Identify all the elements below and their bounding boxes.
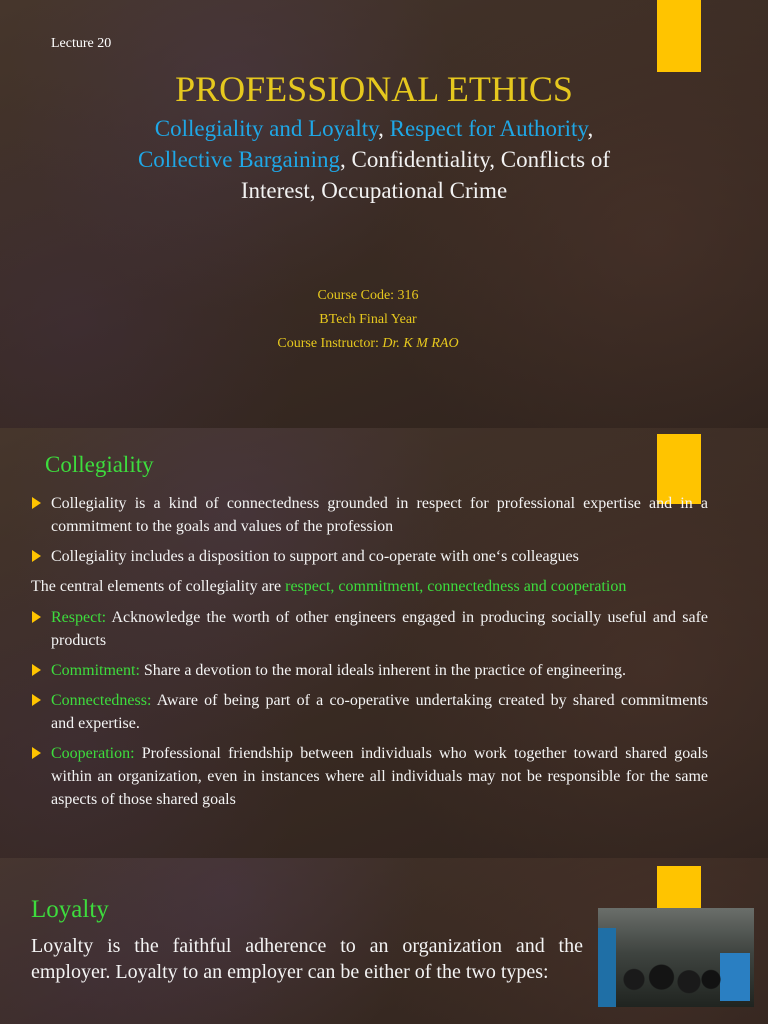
loyalty-text: Loyalty is the faithful adherence to an organization and the employer. Loyalty to an employer can be either of the two types: <box>31 935 583 983</box>
slide-title: PROFESSIONAL ETHICS <box>175 69 573 109</box>
loyalty-slide <box>0 858 768 1024</box>
element-text: Acknowledge the worth of other engineers engaged in producing socially useful and safe products <box>51 609 708 649</box>
subtitle-sep-1: , <box>378 116 390 141</box>
bullet-arrow-icon <box>32 694 41 706</box>
collegiality-body <box>31 492 708 818</box>
list-item <box>31 659 708 682</box>
subtitle-sep-2: , <box>587 116 594 141</box>
conference-photo <box>598 908 754 1007</box>
central-elements-paragraph <box>31 575 708 598</box>
list-item <box>31 606 708 652</box>
list-item <box>31 492 708 538</box>
accent-tab <box>657 0 701 72</box>
element-text: Professional friendship between individuals who work together toward shared goals within an organization, even in instances where all individuals may not be responsible for the same aspects of those shared goals <box>51 745 708 808</box>
slide-subtitle <box>130 113 618 206</box>
element-text: Aware of being part of a co-operative undertaking created by shared commitments and expertise. <box>51 692 708 732</box>
photo-crowd <box>612 961 722 1007</box>
course-instructor <box>0 336 736 352</box>
title-slide <box>0 0 768 428</box>
bullet-arrow-icon <box>32 664 41 676</box>
bullet-arrow-icon <box>32 611 41 623</box>
subtitle-part-4: Confidentiality, Conflicts of Interest, Occupational Crime <box>240 147 611 203</box>
list-item <box>31 545 708 568</box>
subtitle-part-1: Collegiality and Loyalty <box>154 116 379 141</box>
element-term: Cooperation: <box>51 745 135 762</box>
course-year: BTech Final Year <box>319 312 417 327</box>
element-term: Connectedness: <box>51 692 152 709</box>
lecture-label: Lecture 20 <box>51 36 112 51</box>
bullet-text: Collegiality includes a disposition to support and co-operate with one‘s colleagues <box>51 548 579 565</box>
bullet-arrow-icon <box>32 550 41 562</box>
collegiality-slide <box>0 428 768 858</box>
bullet-text: Collegiality is a kind of connectedness grounded in respect for professional expertise and in a commitment to the goals and values of the profession <box>51 495 708 535</box>
list-item <box>31 689 708 735</box>
subtitle-part-2: Respect for Authority <box>389 116 588 141</box>
element-text: Share a devotion to the moral ideals inherent in the practice of engineering. <box>139 662 626 679</box>
instructor-label: Course Instructor: <box>277 336 383 351</box>
bullet-arrow-icon <box>32 497 41 509</box>
course-code: Course Code: 316 <box>317 288 419 303</box>
central-elements: respect, commitment, connectedness and cooperation <box>285 578 627 595</box>
loyalty-heading: Loyalty <box>31 896 109 923</box>
central-intro: The central elements of collegiality are <box>31 578 286 595</box>
element-term: Respect: <box>51 609 107 626</box>
element-term: Commitment: <box>51 662 140 679</box>
list-item <box>31 742 708 811</box>
subtitle-sep-3: , <box>340 147 346 172</box>
subtitle-part-3: Collective Bargaining <box>137 147 341 172</box>
collegiality-heading: Collegiality <box>45 452 154 477</box>
instructor-name: Dr. K M RAO <box>382 336 459 351</box>
bullet-arrow-icon <box>32 747 41 759</box>
photo-sign <box>720 953 750 1001</box>
